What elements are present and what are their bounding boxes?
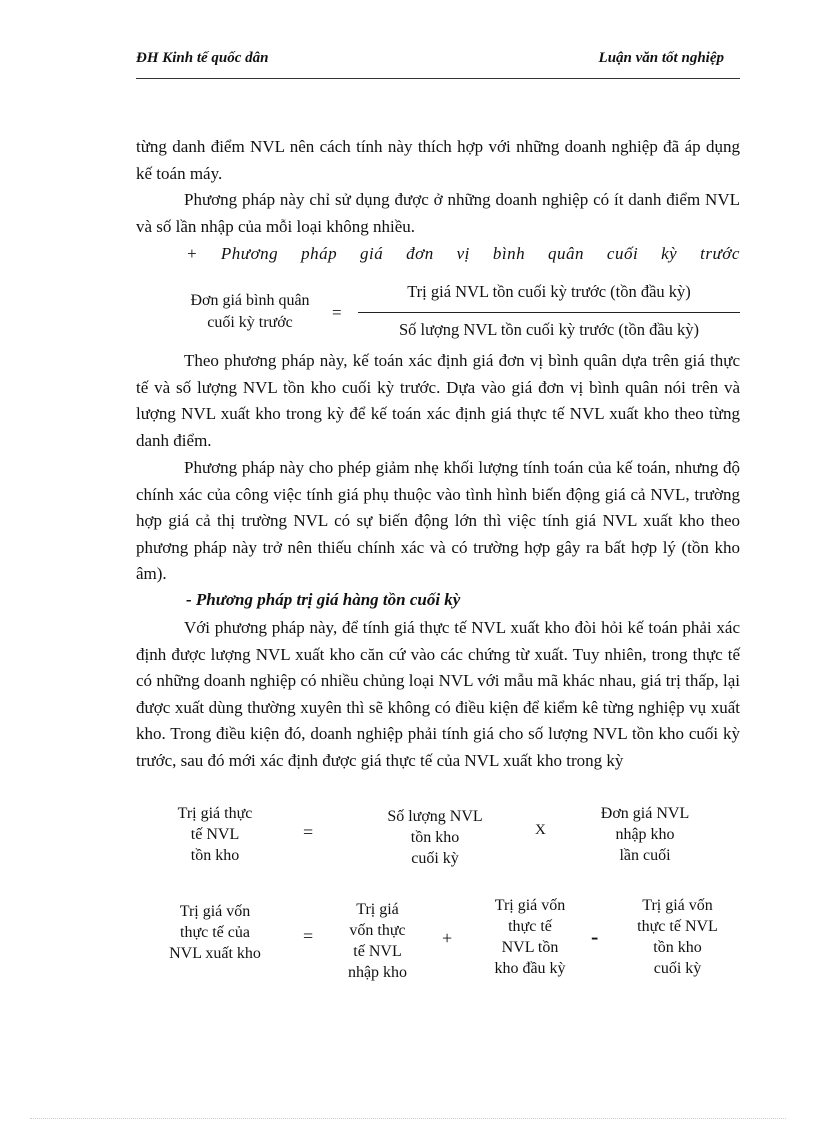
method-word: giá — [359, 244, 384, 263]
paragraph-1: từng danh điểm NVL nên cách tính này thích hợp với những doanh nghiệp đã áp dụng kế toán máy. — [136, 137, 740, 183]
formula3-term-line: Trị giá vốn — [642, 897, 713, 914]
method-word: kỳ — [661, 244, 678, 263]
formula3-term-line: thực tế NVL — [637, 918, 718, 935]
formula2-term-quantity — [365, 806, 505, 869]
formula3-lhs-line: NVL xuất kho — [169, 945, 261, 962]
header-document-type: Luận văn tốt nghiệp — [598, 50, 724, 66]
formula3-term-line: thực tế — [508, 918, 552, 935]
formula1-denominator: Số lượng NVL tồn cuối kỳ trước (tồn đầu kỳ) — [398, 320, 700, 339]
formula3-term-closing — [620, 895, 735, 979]
method-word: cuối — [606, 244, 639, 263]
paragraph-3: Theo phương pháp này, kế toán xác định giá đơn vị bình quân dựa trên giá thực tế và số lượng NVL tồn kho cuối kỳ trước. Dựa vào giá đơn vị bình quân nói trên và lượng NVL xuất kho trong kỳ để kế toán xác định giá thực tế NVL xuất kho theo từng danh điểm. — [136, 351, 740, 450]
formula3-term-line: Trị giá vốn — [494, 897, 566, 914]
header-divider — [136, 78, 740, 79]
method-word: quân — [548, 244, 584, 263]
formula3-lhs-line: Trị giá vốn — [179, 903, 251, 920]
method-word: bình — [492, 244, 526, 263]
method-word: đơn — [406, 244, 434, 263]
formula3-lhs — [150, 901, 280, 964]
formula3-plus: + — [442, 928, 453, 948]
formula3-term-line: tồn kho — [653, 939, 702, 956]
method-heading-average-previous-period — [186, 244, 740, 264]
header-school-name: ĐH Kinh tế quốc dân — [136, 50, 269, 66]
formula2-lhs — [150, 803, 280, 866]
formula3-term-line: cuối kỳ — [653, 960, 702, 977]
paragraph-2: Phương pháp này chỉ sử dụng được ở những doanh nghiệp có ít danh điểm NVL và số lần nhập của mỗi loại không nhiều. — [136, 190, 740, 236]
formula3-term-line: kho đầu kỳ — [494, 960, 566, 977]
formula3-term-line: tế NVL — [353, 943, 402, 960]
formula3-lhs-line: thực tế của — [180, 924, 250, 941]
formula2-lhs-line: tế NVL — [190, 826, 240, 843]
formula2-lhs-line: tồn kho — [190, 847, 240, 864]
formula3-minus: - — [591, 924, 599, 949]
formula2-term-line: tồn kho — [410, 829, 460, 846]
formula3-equals: = — [303, 926, 314, 946]
formula3-term-opening — [475, 895, 585, 979]
method-word: pháp — [301, 244, 338, 263]
page-bottom-border — [30, 1118, 786, 1119]
formula3-term-line: Trị giá — [356, 901, 399, 918]
formula1-equals: = — [332, 303, 342, 322]
formula2-lhs-line: Trị giá thực — [177, 805, 253, 822]
formula3-term-line: vốn thực — [349, 922, 406, 939]
formula2-term-line: Đơn giá NVL — [600, 805, 690, 822]
formula3-term-line: nhập kho — [347, 964, 408, 981]
formula1-fraction-bar — [358, 312, 740, 313]
formula3-term-imported — [330, 899, 425, 983]
method-word: vị — [456, 244, 470, 263]
method-word: trước — [700, 244, 740, 263]
formula3-term-line: NVL tồn — [501, 939, 559, 956]
formula1-label-line: Đơn giá bình quân — [190, 292, 310, 309]
method-word: + — [186, 244, 198, 263]
paragraph-5: Với phương pháp này, để tính giá thực tế NVL xuất kho đòi hỏi kế toán phải xác định được lượng NVL xuất kho căn cứ vào các chứng từ xuất. Tuy nhiên, trong thực tế có những doanh nghiệp có nhiều chủng loại NVL với mẫu mã khác nhau, giá trị thấp, lại được xuất dùng thường xuyên thì sẽ không có điều kiện để kiểm kê từng nghiệp vụ xuất kho. Trong điều kiện đó, doanh nghiệp phải tính giá cho số lượng NVL tồn kho cuối kỳ trước, sau đó mới xác định được giá thực tế của NVL xuất kho trong kỳ — [136, 618, 740, 770]
formula2-term-line: cuối kỳ — [411, 850, 459, 867]
formula2-term-line: lần cuối — [619, 847, 671, 864]
formula1-label-line: cuối kỳ trước — [207, 314, 293, 331]
formula2-term-line: nhập kho — [615, 826, 675, 843]
formula2-times: X — [535, 822, 546, 838]
formula1-numerator: Trị giá NVL tồn cuối kỳ trước (tồn đầu kỳ) — [407, 282, 691, 301]
paragraph-4: Phương pháp này cho phép giảm nhẹ khối lượng tính toán của kế toán, nhưng độ chính xác của công việc tính giá phụ thuộc vào tình hình biến động giá cả NVL, trường hợp giá cả thị trường NVL có sự biến động lớn thì việc tính giá NVL xuất kho theo phương pháp này trở nên thiếu chính xác và có trường hợp gây ra bất hợp lý (tồn kho âm). — [136, 458, 740, 583]
section-heading-ending-inventory-method: - Phương pháp trị giá hàng tồn cuối kỳ — [186, 590, 461, 609]
formula2-term-unit-price — [585, 803, 705, 866]
formula2-equals: = — [303, 822, 314, 842]
formula2-term-line: Số lượng NVL — [387, 808, 483, 825]
method-word: Phương — [220, 244, 279, 263]
formula1-label — [150, 290, 350, 334]
